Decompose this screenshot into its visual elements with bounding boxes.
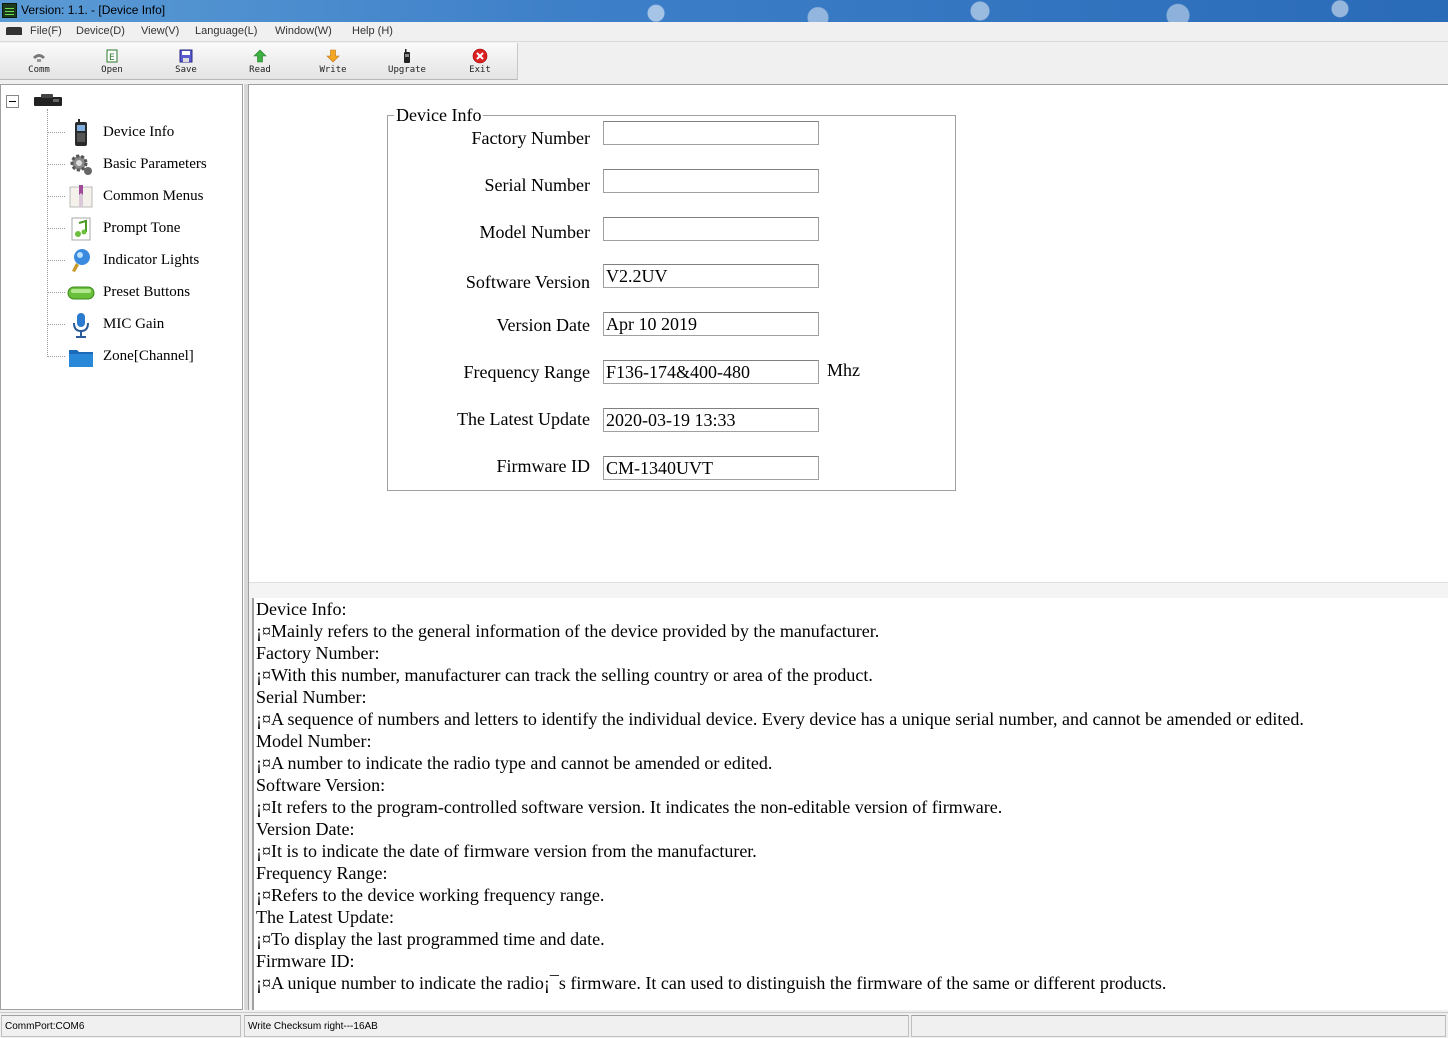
comm-label: Comm bbox=[28, 65, 50, 75]
handheld-radio-icon bbox=[67, 119, 95, 147]
latest-update-field[interactable]: 2020-03-19 13:33 bbox=[603, 408, 819, 432]
tree-item-basic-parameters[interactable] bbox=[47, 149, 237, 177]
tree-label-preset-buttons: Preset Buttons bbox=[103, 284, 191, 300]
status-message: Write Checksum right---16AB bbox=[244, 1015, 909, 1037]
gear-icon bbox=[67, 151, 95, 179]
pane-divider[interactable] bbox=[249, 582, 1448, 598]
help-line: Software Version: bbox=[256, 775, 386, 795]
help-line: Firmware ID: bbox=[256, 951, 355, 971]
light-bulb-icon bbox=[67, 247, 95, 275]
firmware-id-label: Firmware ID bbox=[496, 456, 590, 476]
write-arrow-down-icon bbox=[325, 48, 341, 64]
model-number-label: Model Number bbox=[479, 222, 590, 242]
comm-icon bbox=[31, 48, 47, 64]
help-line: Model Number: bbox=[256, 731, 372, 751]
menu-help[interactable]: Help (H) bbox=[352, 25, 393, 37]
open-label: Open bbox=[101, 65, 123, 75]
toolbar bbox=[0, 43, 1448, 81]
frequency-range-label: Frequency Range bbox=[463, 362, 590, 382]
save-button[interactable] bbox=[156, 45, 216, 79]
help-line: ¡¤A number to indicate the radio type and cannot be amended or edited. bbox=[256, 753, 773, 773]
write-label: Write bbox=[319, 65, 347, 75]
read-button[interactable] bbox=[230, 45, 290, 79]
folder-icon bbox=[67, 343, 95, 371]
status-comm-port: CommPort:COM6 bbox=[1, 1015, 241, 1037]
tree-item-mic-gain[interactable] bbox=[47, 309, 237, 337]
help-line: ¡¤It is to indicate the date of firmware version from the manufacturer. bbox=[256, 841, 757, 861]
exit-icon bbox=[472, 48, 488, 64]
save-icon bbox=[178, 48, 194, 64]
device-menu-icon[interactable] bbox=[6, 27, 22, 35]
device-info-groupbox bbox=[387, 105, 956, 491]
help-line: ¡¤It refers to the program-controlled software version. It indicates the non-editable version of firmware. bbox=[256, 797, 1003, 817]
tree-item-device-info[interactable] bbox=[47, 117, 237, 145]
comm-button[interactable] bbox=[9, 45, 69, 79]
tree-label-mic-gain: MIC Gain bbox=[103, 316, 165, 332]
menu-device[interactable]: Device(D) bbox=[76, 25, 125, 37]
upgrade-label: Upgrate bbox=[388, 65, 426, 75]
device-info-form-pane bbox=[249, 84, 1448, 582]
open-button[interactable] bbox=[82, 45, 142, 79]
status-extra bbox=[911, 1015, 1446, 1037]
tree-label-zone-channel: Zone[Channel] bbox=[103, 348, 194, 364]
upgrade-icon bbox=[399, 48, 415, 64]
factory-number-label: Factory Number bbox=[471, 128, 590, 148]
help-line: Factory Number: bbox=[256, 643, 380, 663]
save-label: Save bbox=[175, 65, 197, 75]
help-line: ¡¤Mainly refers to the general information of the device provided by the manufacturer. bbox=[256, 621, 880, 641]
menu-language[interactable]: Language(L) bbox=[195, 25, 258, 37]
help-line: ¡¤A sequence of numbers and letters to identify the individual device. Every device has a unique serial number, and cannot be amended or edited. bbox=[256, 709, 1304, 729]
tree-item-common-menus[interactable] bbox=[47, 181, 237, 209]
book-icon bbox=[67, 183, 95, 211]
tree-collapse-toggle[interactable] bbox=[6, 95, 19, 108]
navigation-tree bbox=[0, 84, 243, 1010]
tree-item-zone-channel[interactable] bbox=[47, 341, 237, 369]
tree-label-indicator-lights: Indicator Lights bbox=[103, 252, 200, 268]
svg-text:E: E bbox=[109, 53, 115, 63]
open-icon bbox=[104, 48, 120, 64]
version-date-label: Version Date bbox=[496, 315, 590, 335]
help-line: ¡¤Refers to the device working frequency range. bbox=[256, 885, 605, 905]
menu-bar bbox=[0, 22, 1448, 42]
tree-item-prompt-tone[interactable] bbox=[47, 213, 237, 241]
read-arrow-up-icon bbox=[252, 48, 268, 64]
radio-device-icon[interactable] bbox=[33, 94, 63, 107]
groupbox-title: Device Info bbox=[396, 105, 482, 125]
title-bar-decoration bbox=[548, 0, 1448, 22]
app-icon[interactable] bbox=[2, 3, 17, 18]
tree-label-device-info: Device Info bbox=[103, 124, 175, 140]
version-date-field[interactable]: Apr 10 2019 bbox=[603, 312, 819, 336]
tree-label-prompt-tone: Prompt Tone bbox=[103, 220, 181, 236]
factory-number-field[interactable] bbox=[603, 121, 819, 145]
exit-label: Exit bbox=[469, 65, 491, 75]
help-line: ¡¤With this number, manufacturer can track the selling country or area of the product. bbox=[256, 665, 873, 685]
help-line: ¡¤A unique number to indicate the radio¡¯s firmware. It can used to distinguish the firmware of the same or different products. bbox=[256, 973, 1167, 993]
serial-number-label: Serial Number bbox=[484, 175, 590, 195]
exit-button[interactable] bbox=[450, 45, 510, 79]
menu-window[interactable]: Window(W) bbox=[275, 25, 332, 37]
help-line: Version Date: bbox=[256, 819, 355, 839]
latest-update-label: The Latest Update bbox=[457, 409, 590, 429]
firmware-id-field[interactable]: CM-1340UVT bbox=[603, 456, 819, 480]
tree-label-common-menus: Common Menus bbox=[103, 188, 204, 204]
write-button[interactable] bbox=[303, 45, 363, 79]
help-description-pane[interactable] bbox=[252, 598, 1448, 1010]
menu-file[interactable]: File(F) bbox=[30, 25, 62, 37]
model-number-field[interactable] bbox=[603, 217, 819, 241]
menu-view[interactable]: View(V) bbox=[141, 25, 180, 37]
music-note-icon bbox=[67, 215, 95, 243]
status-bar bbox=[0, 1012, 1448, 1038]
upgrade-button[interactable] bbox=[377, 45, 437, 79]
tree-label-basic-parameters: Basic Parameters bbox=[103, 156, 207, 172]
help-line: Device Info: bbox=[256, 599, 347, 619]
help-line: Frequency Range: bbox=[256, 863, 388, 883]
title-bar bbox=[0, 0, 1448, 22]
frequency-range-field[interactable]: F136-174&400-480 bbox=[603, 360, 819, 384]
green-button-icon bbox=[67, 279, 95, 307]
serial-number-field[interactable] bbox=[603, 169, 819, 193]
frequency-unit-label: Mhz bbox=[827, 360, 860, 380]
software-version-field[interactable]: V2.2UV bbox=[603, 264, 819, 288]
tree-item-indicator-lights[interactable] bbox=[47, 245, 237, 273]
help-line: ¡¤To display the last programmed time and date. bbox=[256, 929, 605, 949]
software-version-label: Software Version bbox=[465, 272, 590, 292]
tree-item-preset-buttons[interactable] bbox=[47, 277, 237, 305]
read-label: Read bbox=[249, 65, 271, 75]
window-title: Version: 1.1. - [Device Info] bbox=[21, 3, 166, 17]
microphone-icon bbox=[67, 311, 95, 339]
help-line: Serial Number: bbox=[256, 687, 367, 707]
help-line: The Latest Update: bbox=[256, 907, 394, 927]
